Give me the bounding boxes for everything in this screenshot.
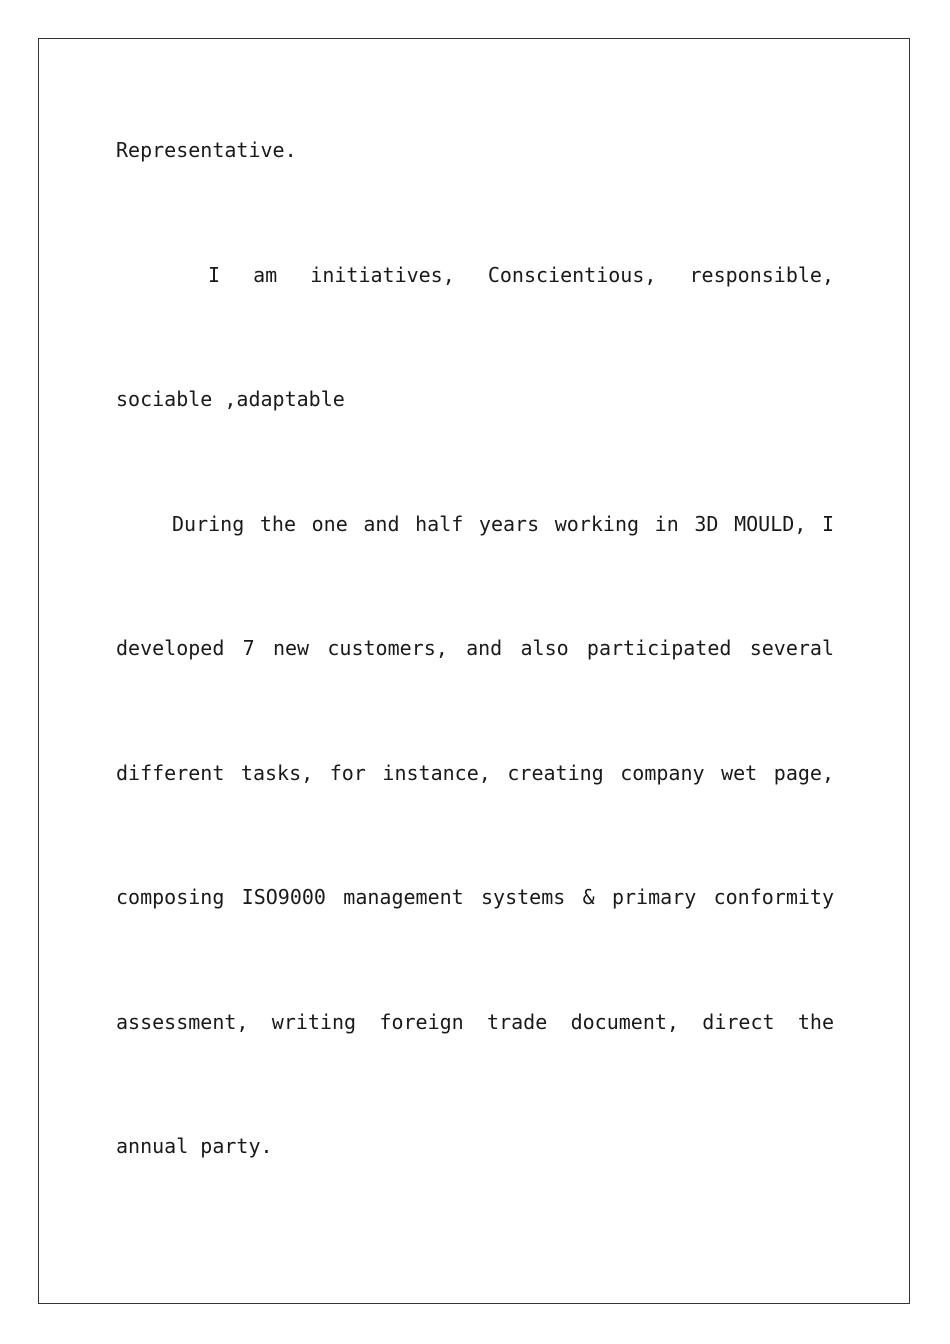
page-frame — [38, 38, 910, 1304]
text-line-6: different tasks, for instance, creating company wet page, — [116, 761, 834, 785]
text-line-3: sociable ,adaptable — [116, 387, 345, 411]
text-line-1: Representative. — [116, 138, 297, 162]
text-line-7: composing ISO9000 management systems & primary conformity — [116, 885, 834, 909]
text-line-2: I am initiatives, Conscientious, responsible, — [208, 263, 834, 287]
text-line-5: developed 7 new customers, and also participated several — [116, 636, 834, 660]
text-line-9: annual party. — [116, 1134, 273, 1158]
text-line-8: assessment, writing foreign trade document, direct the — [116, 1010, 834, 1034]
text-line-4: During the one and half years working in 3D MOULD, I — [172, 512, 834, 536]
